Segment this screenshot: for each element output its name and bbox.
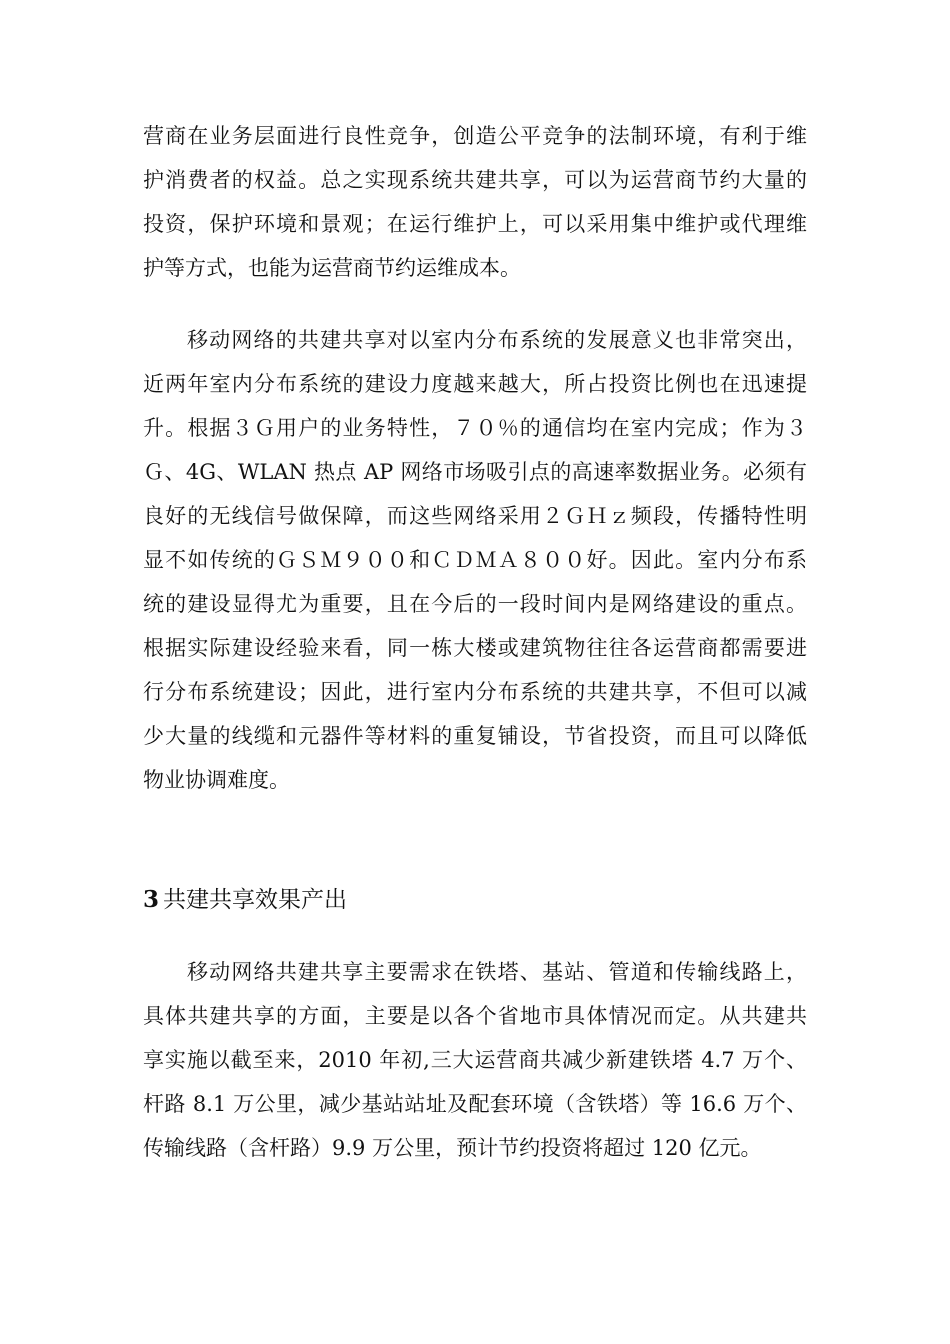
- paragraph-line: 具体共建共享的方面，主要是以各个省地市具体情况而定。从共建共: [143, 1004, 807, 1028]
- paragraph-line: 营商在业务层面进行良性竞争，创造公平竞争的法制环境，有利于维: [143, 124, 807, 148]
- paragraph-line: 升。根据３Ｇ用户的业务特性，７０％的通信均在室内完成；作为３: [143, 416, 807, 440]
- paragraph-line: 移动网络共建共享主要需求在铁塔、基站、管道和传输线路上，: [187, 960, 807, 984]
- paragraph-line: 杆路 8.1 万公里，减少基站站址及配套环境（含铁塔）等 16.6 万个、: [143, 1092, 807, 1116]
- paragraph-line: 统的建设显得尤为重要，且在今后的一段时间内是网络建设的重点。: [143, 592, 807, 616]
- paragraph-line: 享实施以截至来，2010 年初,三大运营商共减少新建铁塔 4.7 万个、: [143, 1048, 807, 1072]
- paragraph-line: 移动网络的共建共享对以室内分布系统的发展意义也非常突出，: [187, 328, 807, 352]
- paragraph-line: 投资，保护环境和景观；在运行维护上，可以采用集中维护或代理维: [143, 212, 807, 236]
- paragraph-line: 护等方式，也能为运营商节约运维成本。: [143, 256, 521, 280]
- paragraph-sharing-results: [143, 950, 807, 1170]
- paragraph-line: 近两年室内分布系统的建设力度越来越大，所占投资比例也在迅速提: [143, 372, 807, 396]
- paragraph-line: 行分布系统建设；因此，进行室内分布系统的共建共享，不但可以减: [143, 680, 807, 704]
- paragraph-line: Ｇ、4G、WLAN 热点 AP 网络市场吸引点的高速率数据业务。必须有: [143, 460, 807, 484]
- section-number: 3: [143, 886, 160, 913]
- paragraph-line: 护消费者的权益。总之实现系统共建共享，可以为运营商节约大量的: [143, 168, 807, 192]
- section-heading: [143, 880, 347, 920]
- paragraph-line: 物业协调难度。: [143, 768, 290, 792]
- paragraph-line: 传输线路（含杆路）9.9 万公里，预计节约投资将超过 120 亿元。: [143, 1136, 762, 1160]
- paragraph-line: 少大量的线缆和元器件等材料的重复铺设，节省投资，而且可以降低: [143, 724, 807, 748]
- paragraph-line: 根据实际建设经验来看，同一栋大楼或建筑物往往各运营商都需要进: [143, 636, 807, 660]
- paragraph-indoor-distribution: [143, 318, 807, 802]
- paragraph-line: 良好的无线信号做保障，而这些网络采用２ＧＨｚ频段，传播特性明: [143, 504, 807, 528]
- paragraph-operator-benefits: [143, 114, 807, 290]
- section-title: 共建共享效果产出: [163, 887, 348, 913]
- paragraph-line: 显不如传统的ＧＳＭ９００和ＣＤＭＡ８００好。因此。室内分布系: [143, 548, 807, 572]
